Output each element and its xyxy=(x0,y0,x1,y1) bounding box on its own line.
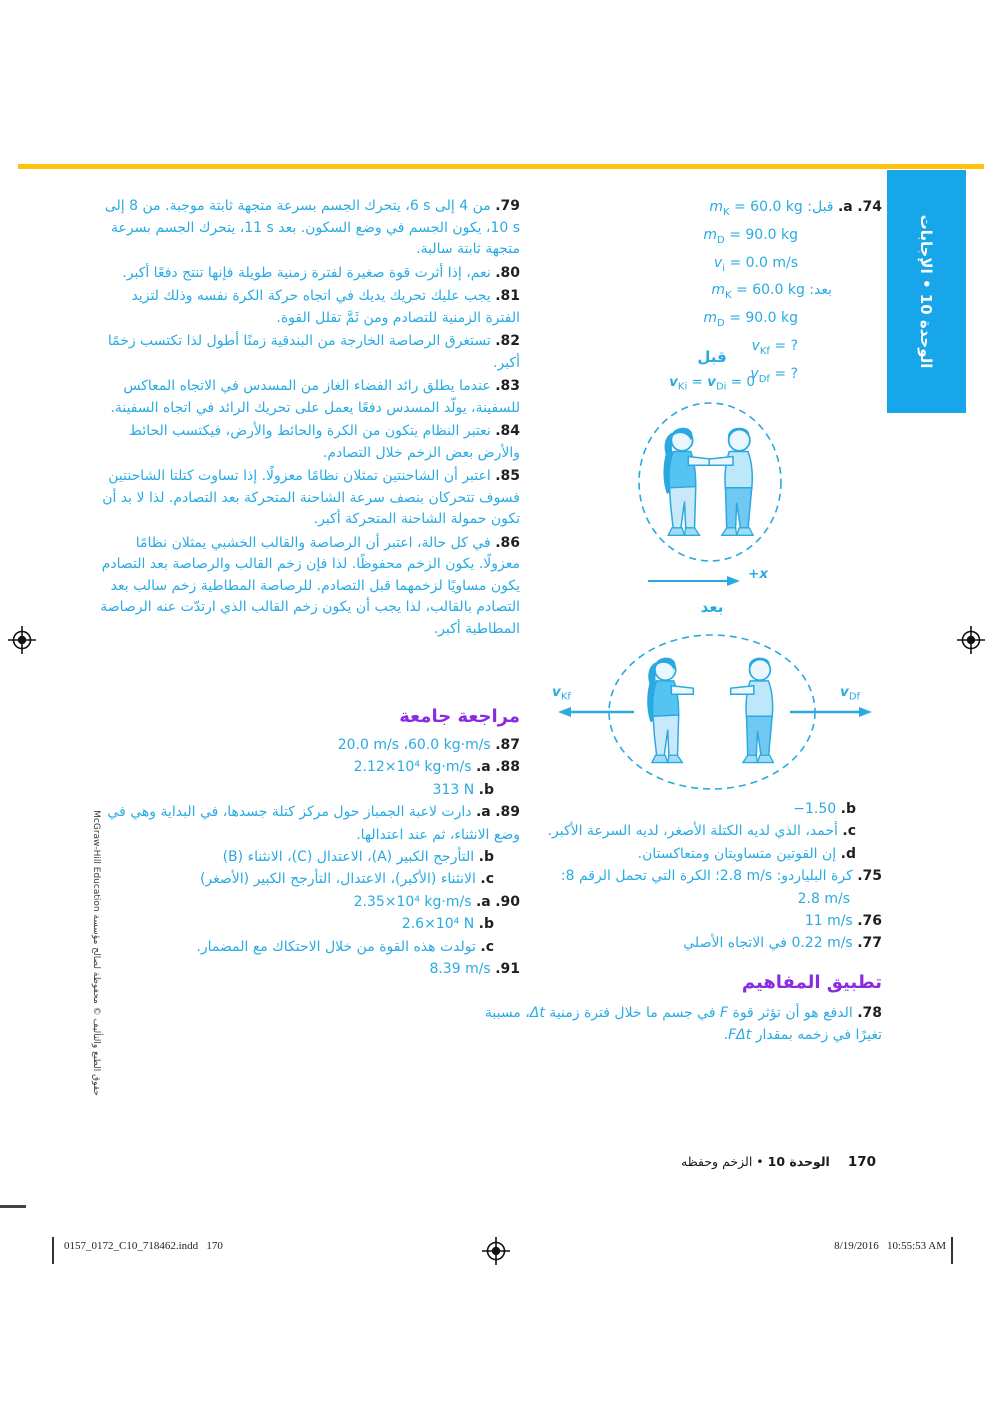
vdf-label: $v_{Df}$ xyxy=(840,684,861,703)
answer-text: التأرجح الكبير (A)، الاعتدال (C)، الانثناء (B) xyxy=(222,849,475,866)
item-number: 86. xyxy=(495,534,520,551)
item-letter: c. xyxy=(480,938,494,955)
item-number: 89. xyxy=(495,804,520,821)
item-number: 80. xyxy=(495,264,520,281)
vkf-label: $v_{Kf}$ xyxy=(552,684,571,703)
answer-text: 60.0 kg·m/s، 20.0 m/s xyxy=(337,737,491,753)
answer-row xyxy=(96,891,520,913)
vkf-arrow-icon xyxy=(558,707,634,717)
review-answers-list xyxy=(96,734,520,980)
answer-text: نعم، إذا أثرت قوة صغيرة لفترة زمنية طويلة فإنها تنتج دفعًا أكبر. xyxy=(122,264,491,281)
q74-line xyxy=(470,307,882,335)
answer-row xyxy=(96,846,520,868)
top-rule xyxy=(18,164,984,169)
system-boundary-dashed-circle xyxy=(639,403,781,561)
answer-row xyxy=(470,798,882,820)
crop-bar-right xyxy=(951,1237,953,1264)
review-heading: مراجعة جامعة xyxy=(399,706,520,727)
item-number: 81. xyxy=(495,288,520,304)
answer-text: الانثناء (الأكبر)، الاعتدال، التأرجح الكبير (الأصغر) xyxy=(199,871,476,888)
before-equation xyxy=(562,374,862,393)
system-boundary-dashed-circle xyxy=(609,635,815,789)
q74-formula: $v_i = 0.0$ m/s xyxy=(713,254,798,274)
answer-row xyxy=(96,779,520,801)
item-letter: b. xyxy=(478,916,494,933)
page-number: 170 xyxy=(847,1154,876,1170)
answer-text: الدفع هو أن تؤثر قوة F في جسم ما خلال فترة زمنية Δt، مسببة تغيرًا في زخمه بمقدار FΔt. xyxy=(484,1005,882,1044)
x-axis-label: +x xyxy=(748,566,769,582)
copyright-vertical-text: حقوق الطبع والتأليف © محفوظة لصالح مؤسسة McGraw-Hill Education xyxy=(91,810,101,1096)
item-number: 77. xyxy=(857,935,882,952)
q74-prefix: قبل: xyxy=(807,199,834,215)
item-number: 90. xyxy=(495,893,520,910)
after-collision-figure xyxy=(550,628,882,796)
q74-line xyxy=(470,224,882,252)
answers-list-right xyxy=(470,798,882,955)
answer-row xyxy=(96,286,520,329)
answer-text: كرة البلياردو: 2.8 m/s؛ الكرة التي تحمل الرقم 8: xyxy=(560,868,853,885)
answer-text: تستغرق الرصاصة الخارجة من البندقية زمنًا أطول لذا تكتسب زخمًا أكبر. xyxy=(107,333,520,371)
x-axis-arrow-icon xyxy=(648,574,742,588)
item-number: 83. xyxy=(495,378,520,394)
answer-row xyxy=(96,868,520,890)
item-number: 78. xyxy=(857,1005,882,1021)
applying-concepts-heading: تطبيق المفاهيم xyxy=(741,972,882,993)
registration-mark-icon xyxy=(482,1237,510,1265)
answer-row xyxy=(96,734,520,756)
before-collision-figure xyxy=(636,400,784,564)
q74-line xyxy=(470,196,882,224)
answer-text: أحمد، الذي لديه الكتلة الأصغر، لديه السرعة الأكبر. xyxy=(547,823,838,840)
item-letter: d. xyxy=(840,845,856,862)
answer-row xyxy=(96,801,520,846)
answer-text: يجب عليك تحريك يديك في اتجاه حركة الكرة نفسه وذلك لتزيد الفترة الزمنية للتصادم ومن ثَمَّ تقلل القوة. xyxy=(131,288,520,326)
item-number: 87. xyxy=(495,737,520,753)
answer-text: عندما يطلق رائد الفضاء الغاز من المسدس في الاتجاه المعاكس للسفينة، يولّد المسدس دفعًا يعمل على تحريك الرائد في اتجاه السفينة. xyxy=(110,378,520,416)
answer-row xyxy=(96,263,520,285)
answer-row xyxy=(470,932,882,954)
q74-prefix: بعد: xyxy=(809,282,832,299)
item-letter: c. xyxy=(842,823,856,840)
answer-text: تولدت هذه القوة من خلال الاحتكاك مع المضمار. xyxy=(196,938,476,955)
item-letter: b. xyxy=(840,801,856,817)
before-equation-text: $v_{Ki} = v_{Di} = 0$ xyxy=(669,374,755,393)
crop-bar-left xyxy=(52,1237,54,1264)
footer-unit-label: الوحدة 10 xyxy=(767,1154,830,1169)
answers-list-left xyxy=(96,196,520,642)
item-number: 82. xyxy=(495,333,520,349)
q74-formula: $m_D = 90.0$ kg xyxy=(703,226,798,246)
item-number: 74. xyxy=(857,199,882,215)
answer-row xyxy=(470,910,882,932)
footer-separator: • xyxy=(756,1154,764,1169)
item-number: 76. xyxy=(857,913,882,930)
answer-row xyxy=(96,421,520,464)
answer-text: 2.6×10⁴ N xyxy=(401,916,475,933)
item-letter: a. xyxy=(475,804,491,821)
answer-text: 8.39 m/s xyxy=(429,961,491,978)
answer-text: من 4 إلى 6 s، يتحرك الجسم بسرعة متجهة ثابتة موجبة. من 8 إلى 10 s، يكون الجسم في وضع السكون. بعد 11 s، يتحرك الجسم بسرعة متجهة ثابتة سالبة. xyxy=(104,198,520,257)
item-number: 85. xyxy=(495,468,520,484)
registration-mark-icon xyxy=(8,626,36,654)
print-filename: 0157_0172_C10_718462.indd 170 xyxy=(64,1240,223,1252)
item-letter: b. xyxy=(478,849,494,866)
item-letter: a. xyxy=(475,893,491,910)
answer-text: −1.50 xyxy=(793,801,837,817)
item-letter: a. xyxy=(837,199,853,215)
answer-row xyxy=(470,865,882,910)
question-78-answer xyxy=(470,1002,882,1047)
unit-answers-tab-label: الوحدة 10 • الإجابات xyxy=(917,214,936,369)
registration-mark-icon xyxy=(957,626,985,654)
answer-text: 11 m/s xyxy=(804,913,853,930)
item-letter: c. xyxy=(480,871,494,888)
answer-text: نعتبر النظام يتكون من الكرة والحائط والأرض، فيكتسب الحائط والأرض بعض الزخم خلال التصادم. xyxy=(129,423,520,461)
item-number: 79. xyxy=(495,198,520,214)
after-diagram-label: بعد xyxy=(700,598,724,616)
unit-answers-tab xyxy=(887,170,966,413)
answer-text: في كل حالة، اعتبر أن الرصاصة والقالب الخشبي يمثلان نظامًا معزولًا. يكون الزخم محفوظًا. لذا فإن زخم القالب والرصاصة بعد التصادم يكون مساويًا لزخمهما قبل التصادم. للرصاصة المطاطية زخم سالب بعد التصادم بالقالب، لذا يجب أن يكون زخم القالب الذي ارتدّت عنه الرصاصة المطاطية أكبر. xyxy=(100,534,520,637)
answer-row xyxy=(470,1002,882,1047)
answer-text: 313 N xyxy=(432,781,475,798)
before-diagram-label: قبل xyxy=(697,348,727,366)
q74-formula: $m_K = 60.0$ kg xyxy=(711,282,805,302)
answer-row xyxy=(96,331,520,374)
answer-row xyxy=(96,196,520,261)
answer-row xyxy=(96,466,520,531)
item-number: 84. xyxy=(495,423,520,439)
q74-formula: $v_{Df}$ = ? xyxy=(750,365,798,385)
answer-row xyxy=(96,533,520,641)
q74-formula: $m_K = 60.0$ kg xyxy=(709,199,803,218)
item-number: 75. xyxy=(857,868,882,885)
answer-row xyxy=(96,913,520,935)
q74-line xyxy=(470,252,882,280)
item-number: 91. xyxy=(495,961,520,978)
crop-tick xyxy=(0,1205,26,1208)
item-number: 88. xyxy=(495,759,520,776)
answer-text: إن القوتين متساويتان ومتعاكستان. xyxy=(637,845,837,862)
answer-row xyxy=(470,820,882,842)
answer-text: دارت لاعبة الجمباز حول مركز كتلة جسدها، في البداية وهي في وضع الانثناء، ثم عند اعتدالها. xyxy=(107,804,520,843)
answer-text: 2.12×10⁴ kg·m/s xyxy=(353,759,472,776)
answer-continuation: 2.8 m/s xyxy=(797,890,850,907)
answer-row xyxy=(96,376,520,419)
vdf-arrow-icon xyxy=(790,707,872,717)
item-letter: b. xyxy=(478,781,494,798)
q74-line xyxy=(470,279,882,307)
q74-formula: $m_D = 90.0$ kg xyxy=(703,310,798,329)
print-datetime: 8/19/2016 10:55:53 AM xyxy=(834,1240,946,1252)
answer-row xyxy=(96,756,520,778)
answer-text: 0.22 m/s في الاتجاه الأصلي xyxy=(683,935,853,952)
answer-row xyxy=(96,958,520,980)
answer-text: اعتبر أن الشاحنتين تمثلان نظامًا معزولًا. إذا تساوت كتلتا الشاحنتين فسوف تتحركان بنصف سرعة الشاحنة المتحركة بعد التصادم. لذا لا بد أن تكون حمولة الشاحنة المتحركة أكبر. xyxy=(102,468,520,527)
footer-chapter-label: الزخم وحفظه xyxy=(681,1154,753,1169)
answer-row xyxy=(470,843,882,865)
item-letter: a. xyxy=(475,759,491,776)
q74-formula: $v_{Kf}$ = ? xyxy=(751,337,798,357)
answer-row xyxy=(96,936,520,958)
page-footer xyxy=(681,1154,876,1170)
answer-text: 2.35×10⁴ kg·m/s xyxy=(353,893,472,910)
